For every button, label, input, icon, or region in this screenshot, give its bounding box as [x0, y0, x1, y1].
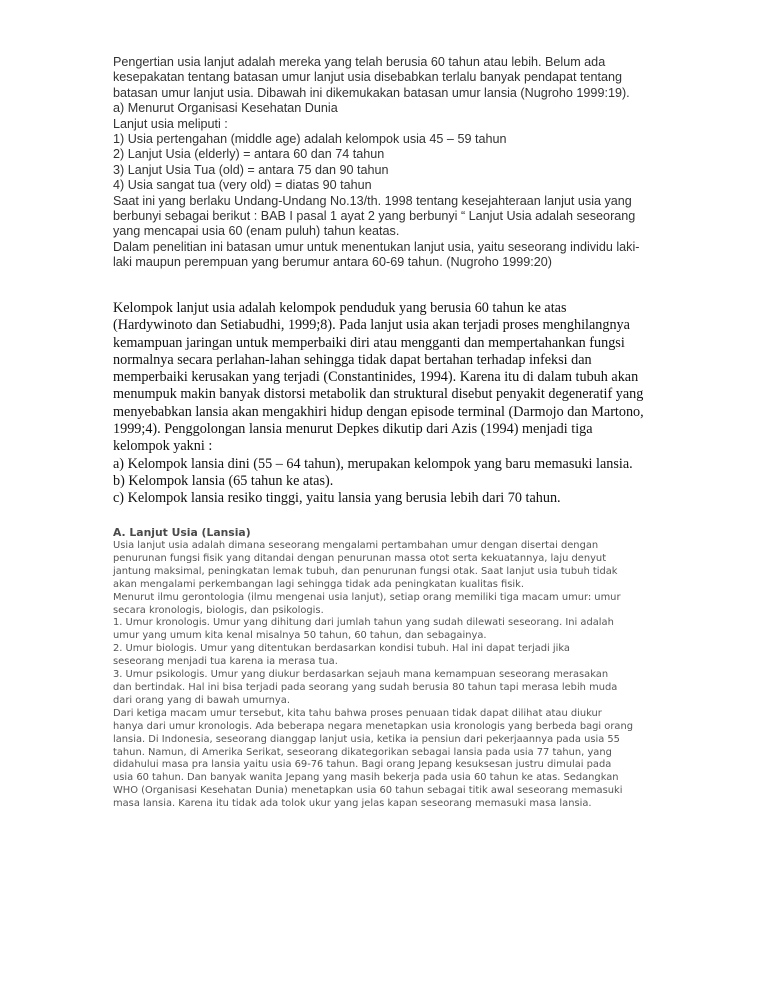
list-item: 3) Lanjut Usia Tua (old) = antara 75 dan 90 tahun	[113, 162, 389, 177]
text-line: Kelompok lanjut usia adalah kelompok penduduk yang berusia 60 tahun ke atas	[113, 300, 567, 316]
text-line: kesepakatan tentang batasan umur lanjut usia disebabkan terlalu banyak pendapat tentang	[113, 70, 623, 85]
text-line: didahului masa pra lansia yaitu usia 69-76 tahun. Bagi orang Jepang kesuksesan justru dimulai pada	[113, 759, 612, 771]
text-line: laki maupun perempuan yang berumur antara 60-69 tahun. (Nugroho 1999:20)	[113, 255, 552, 270]
list-item: 2. Umur biologis. Umur yang ditentukan berdasarkan kondisi tubuh. Hal ini dapat terjadi jika	[113, 643, 570, 655]
text-line: menumpuk makin banyak distorsi metabolik dan struktural disebut penyakit degeneratif yang	[113, 386, 644, 403]
text-line: lansia. Di Indonesia, seseorang dianggap lanjut usia, ketika ia pensiun dari pekerjaannya pada usia 55	[113, 733, 620, 745]
text-line: secara kronologis, biologis, dan psikologis.	[113, 604, 324, 616]
text-line: menyebabkan lansia akan mengakhiri hidup dengan episode terminal (Darmojo dan Martono,	[113, 403, 644, 420]
text-line: Pengertian usia lanjut adalah mereka yang telah berusia 60 tahun atau lebih. Belum ada	[113, 55, 606, 69]
definition-section	[113, 55, 673, 271]
list-item: 2) Lanjut Usia (elderly) = antara 60 dan 74 tahun	[113, 147, 385, 162]
classification-section	[113, 300, 688, 508]
section-heading: A. Lanjut Usia (Lansia)	[113, 526, 251, 539]
text-line: Usia lanjut usia adalah dimana seseorang mengalami pertambahan umur dengan disertai dengan	[113, 540, 599, 551]
text-line: penurunan fungsi fisik yang ditandai dengan penurunan massa otot serta kekuatannya, laju denyut	[113, 552, 607, 564]
list-item: a) Kelompok lansia dini (55 – 64 tahun), merupakan kelompok yang baru memasuki lansia.	[113, 455, 633, 472]
text-line: usia 60 tahun. Dan banyak wanita Jepang yang masih bekerja pada usia 60 tahun ke atas. Sedangkan	[113, 772, 619, 784]
list-item: 1. Umur kronologis. Umur yang dihitung dari jumlah tahun yang sudah dilewati seseorang. Ini adalah	[113, 617, 614, 629]
list-item: b) Kelompok lansia (65 tahun ke atas).	[113, 472, 334, 489]
list-item: c) Kelompok lansia resiko tinggi, yaitu lansia yang berusia lebih dari 70 tahun.	[113, 490, 561, 507]
list-item: 1) Usia pertengahan (middle age) adalah kelompok usia 45 – 59 tahun	[113, 132, 507, 147]
text-line: jantung maksimal, peningkatan lemak tubuh, dan penurunan fungsi otak. Saat lanjut usia tubuh tidak	[113, 565, 618, 577]
text-line: Saat ini yang berlaku Undang-Undang No.13/th. 1998 tentang kesejahteraan lanjut usia yang	[113, 193, 632, 208]
text-line: akan mengalami perkembangan lagi sehingga tidak ada peningkatan kualitas fisik.	[113, 578, 525, 590]
text-line: berbunyi sebagai berikut : BAB I pasal 1 ayat 2 yang berbunyi “ Lanjut Usia adalah seseorang	[113, 209, 636, 224]
text-line: batasan umur lanjut usia. Dibawah ini dikemukakan batasan umur lansia (Nugroho 1999:19).	[113, 85, 630, 100]
text-line: seseorang menjadi tua karena ia merasa tua.	[113, 656, 338, 668]
text-line: Lanjut usia meliputi :	[113, 116, 228, 131]
text-line: Dari ketiga macam umur tersebut, kita tahu bahwa proses penuaan tidak dapat dilihat atau diukur	[113, 707, 602, 719]
text-line: memperbaiki kerusakan yang terjadi (Constantinides, 1994). Karena itu di dalam tubuh akan	[113, 369, 639, 386]
list-item: 4) Usia sangat tua (very old) = diatas 90 tahun	[113, 178, 372, 193]
text-line: umur yang umum kita kenal misalnya 50 tahun, 60 tahun, dan sebagainya.	[113, 630, 487, 642]
text-line: (Hardywinoto dan Setiabudhi, 1999;8). Pada lanjut usia akan terjadi proses menghilangnya	[113, 317, 630, 334]
text-line: kemampuan jaringan untuk memperbaiki diri atau mengganti dan mempertahankan fungsi	[113, 334, 625, 351]
text-line: dari orang yang di bawah umurnya.	[113, 694, 290, 706]
text-line: hanya dari umur kronologis. Ada beberapa negara menetapkan usia kronologis yang berbeda bagi orang	[113, 720, 633, 732]
text-line: masa lansia. Karena itu tidak ada tolok ukur yang jelas kapan seseorang memasuki masa lansia.	[113, 798, 592, 810]
text-line: kelompok yakni :	[113, 438, 213, 455]
text-line: tahun. Namun, di Amerika Serikat, seseorang dikategorikan sebagai lansia pada usia 77 tahun, yang	[113, 746, 612, 758]
text-line: yang mencapai usia 60 (enam puluh) tahun keatas.	[113, 224, 400, 239]
text-line: Dalam penelitian ini batasan umur untuk menentukan lanjut usia, yaitu seseorang individu laki-	[113, 239, 640, 254]
text-line: a) Menurut Organisasi Kesehatan Dunia	[113, 101, 338, 116]
text-line: dan bertindak. Hal ini bisa terjadi pada seorang yang sudah berusia 80 tahun tapi merasa lebih muda	[113, 681, 618, 693]
text-line: WHO (Organisasi Kesehatan Dunia) menetapkan usia 60 tahun sebagai titik awal seseorang memasuki	[113, 785, 623, 797]
text-line: normalnya secara perlahan-lahan sehingga tidak dapat bertahan terhadap infeksi dan	[113, 351, 592, 368]
lansia-section	[113, 526, 653, 811]
text-line: 1999;4). Penggolongan lansia menurut Depkes dikutip dari Azis (1994) menjadi tiga	[113, 421, 593, 438]
list-item: 3. Umur psikologis. Umur yang diukur berdasarkan sejauh mana kemampuan seseorang merasakan	[113, 669, 609, 681]
text-line: Menurut ilmu gerontologia (ilmu mengenai usia lanjut), setiap orang memiliki tiga macam umur: umur	[113, 591, 621, 603]
